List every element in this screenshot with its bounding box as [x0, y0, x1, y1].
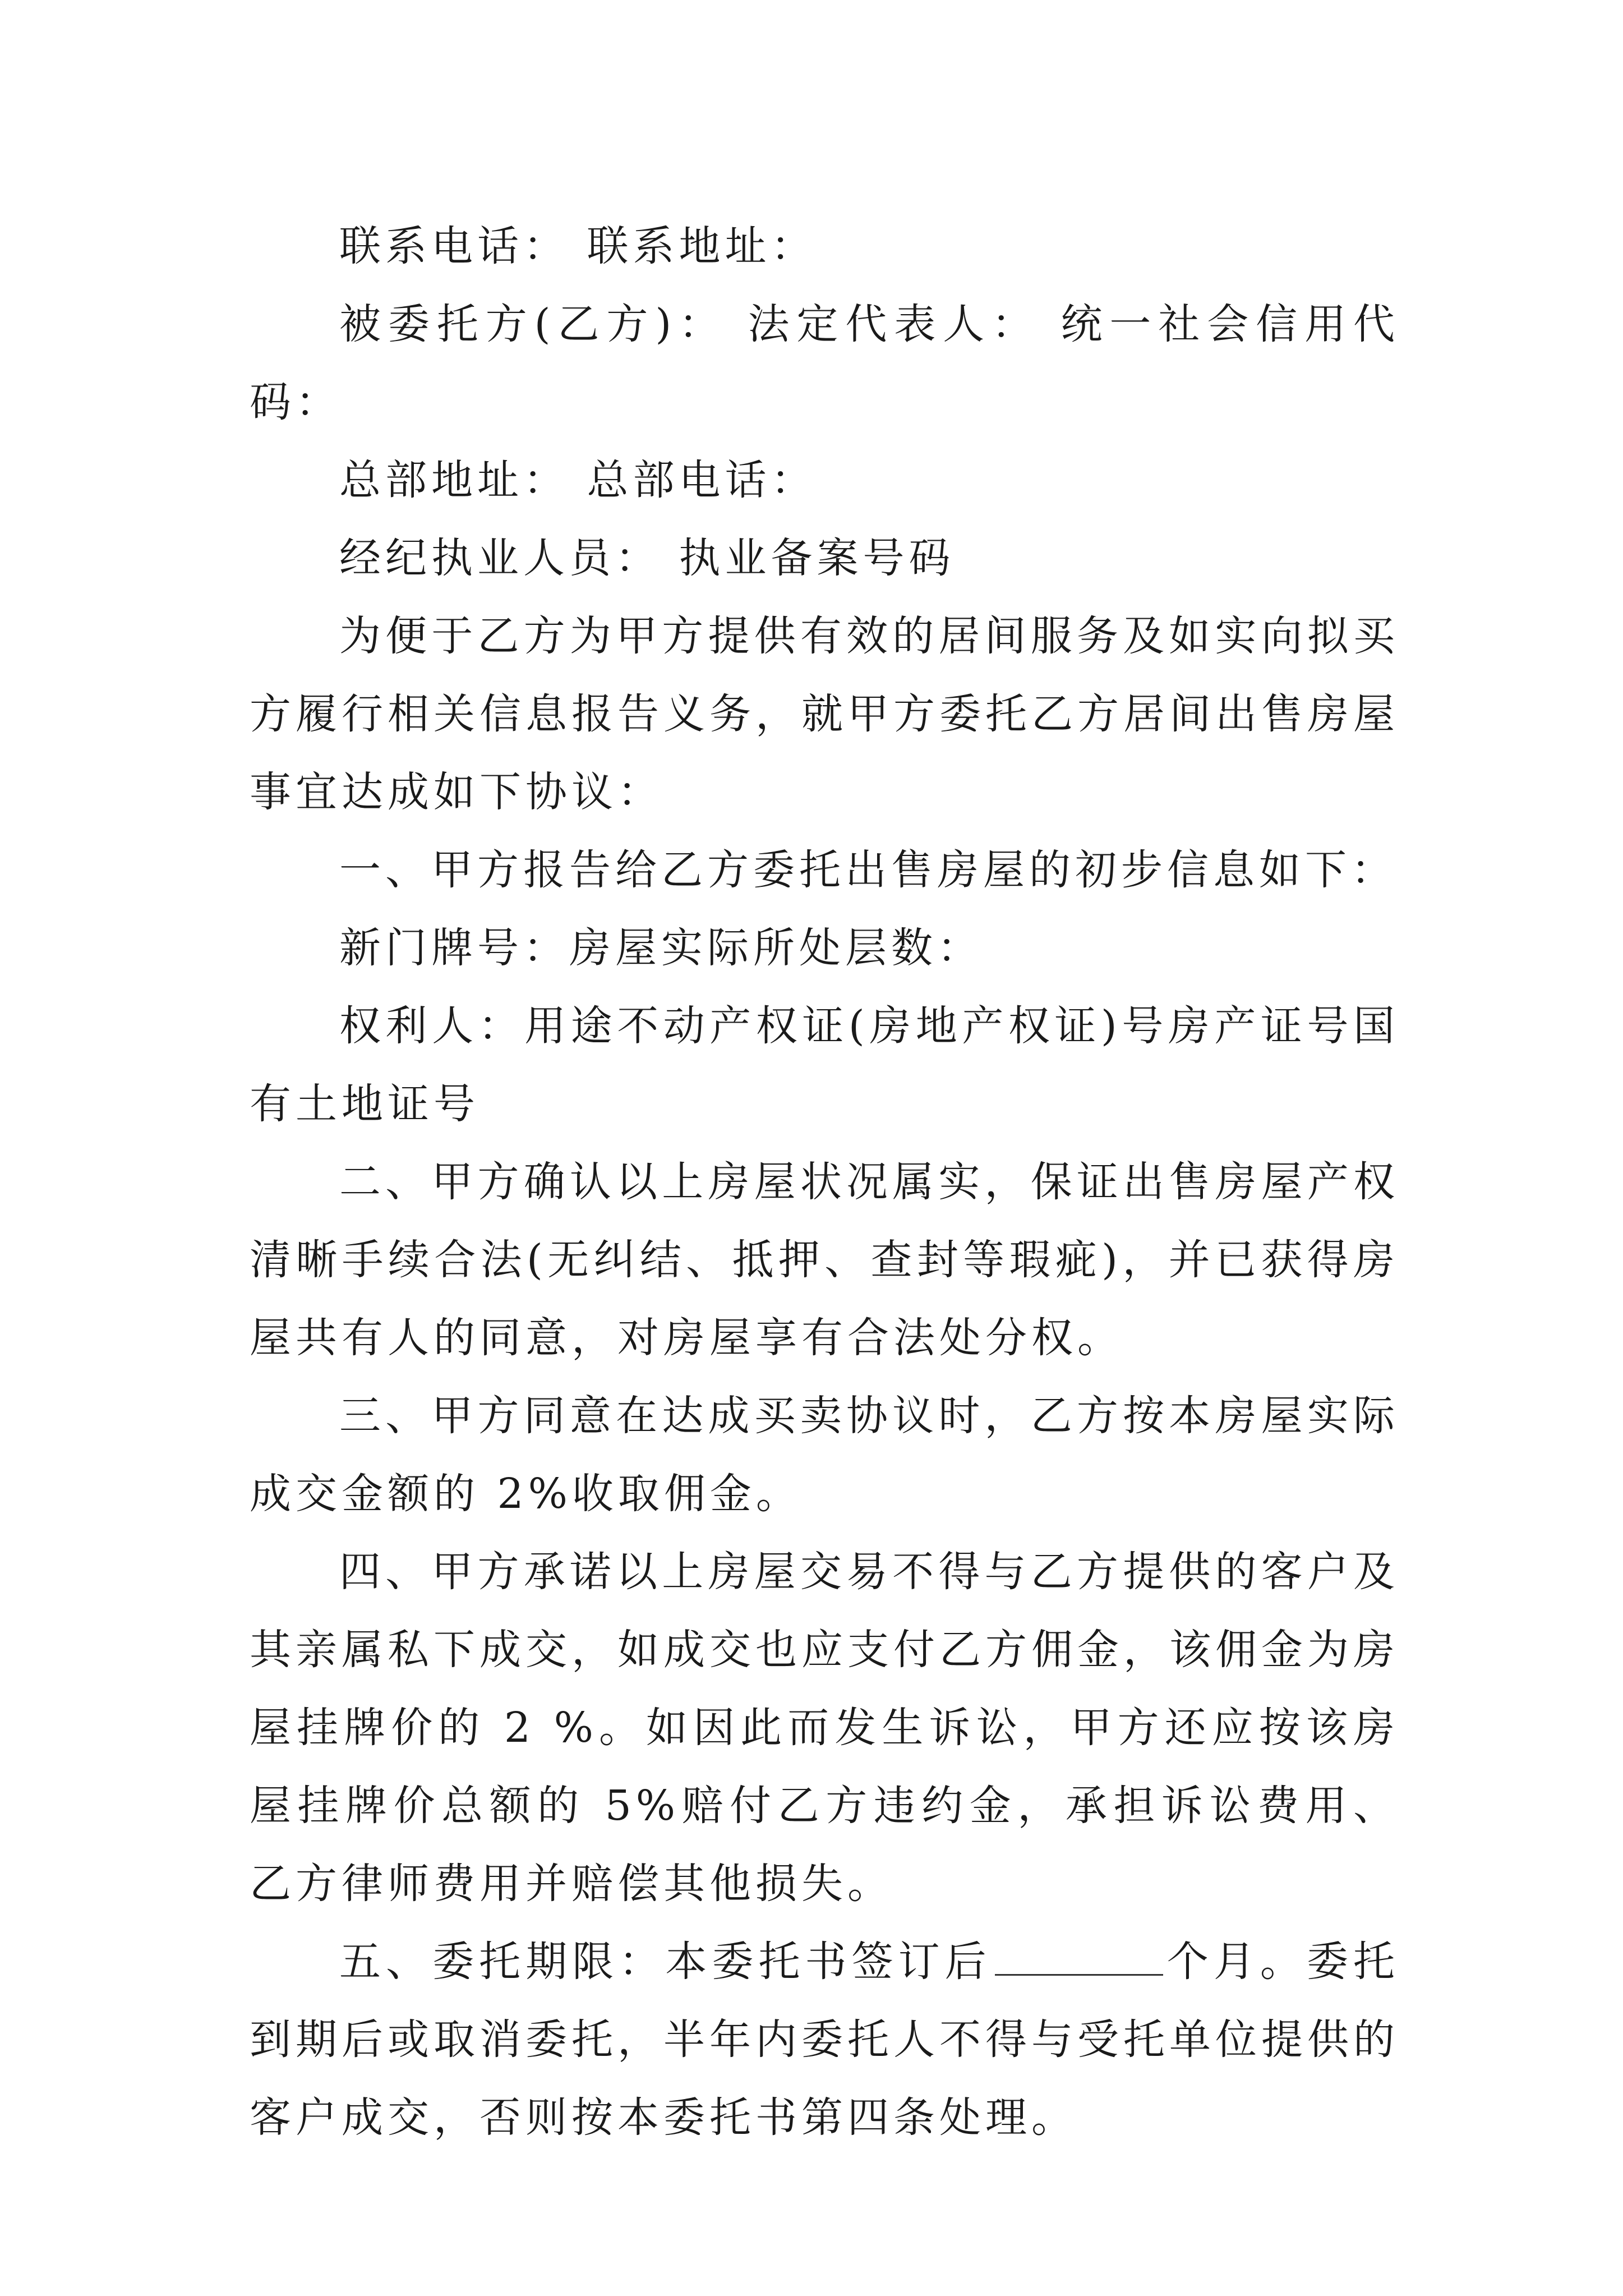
preamble-paragraph: 为便于乙方为甲方提供有效的居间服务及如实向拟买方履行相关信息报告义务，就甲方委托乙方居间出售房屋事宜达成如下协议： [250, 612, 1399, 816]
clause-1-heading: 一、甲方报告给乙方委托出售房屋的初步信息如下： [339, 846, 1397, 894]
agent-party-line: 被委托方(乙方)： 法定代表人： 统一社会信用代码： [250, 300, 1399, 426]
headquarters-line: 总部地址： 总部电话： [339, 456, 817, 504]
months-blank-field[interactable] [995, 1929, 1163, 1976]
clause-5-before: 五、委托期限：本委托书签订后 [339, 1938, 992, 1986]
broker-line: 经纪执业人员： 执业备案号码 [339, 534, 955, 582]
document-body [250, 208, 1399, 2157]
clause-5-after: 个月。委托到期后或取消委托，半年内委托人不得与受托单位提供的客户成交，否则按本委托书第四条处理。 [250, 1938, 1400, 2142]
clause-3-paragraph: 三、甲方同意在达成买卖协议时，乙方按本房屋实际成交金额的 2%收取佣金。 [250, 1392, 1399, 1518]
rights-holder-paragraph: 权利人：用途不动产权证(房地产权证)号房产证号国有土地证号 [250, 1002, 1399, 1128]
house-number-line: 新门牌号：房屋实际所处层数： [339, 924, 983, 972]
clause-5-paragraph [250, 1923, 1399, 2157]
clause-2-paragraph: 二、甲方确认以上房屋状况属实，保证出售房屋产权清晰手续合法(无纠结、抵押、查封等瑕疵)，并已获得房屋共有人的同意，对房屋享有合法处分权。 [250, 1158, 1399, 1362]
clause-4-paragraph: 四、甲方承诺以上房屋交易不得与乙方提供的客户及其亲属私下成交，如成交也应支付乙方佣金，该佣金为房屋挂牌价的 2 %。如因此而发生诉讼，甲方还应按该房屋挂牌价总额的 5%赔付乙方违约金，承担诉讼费用、乙方律师费用并赔偿其他损失。 [250, 1548, 1399, 1908]
contact-line: 联系电话： 联系地址： [339, 222, 817, 270]
